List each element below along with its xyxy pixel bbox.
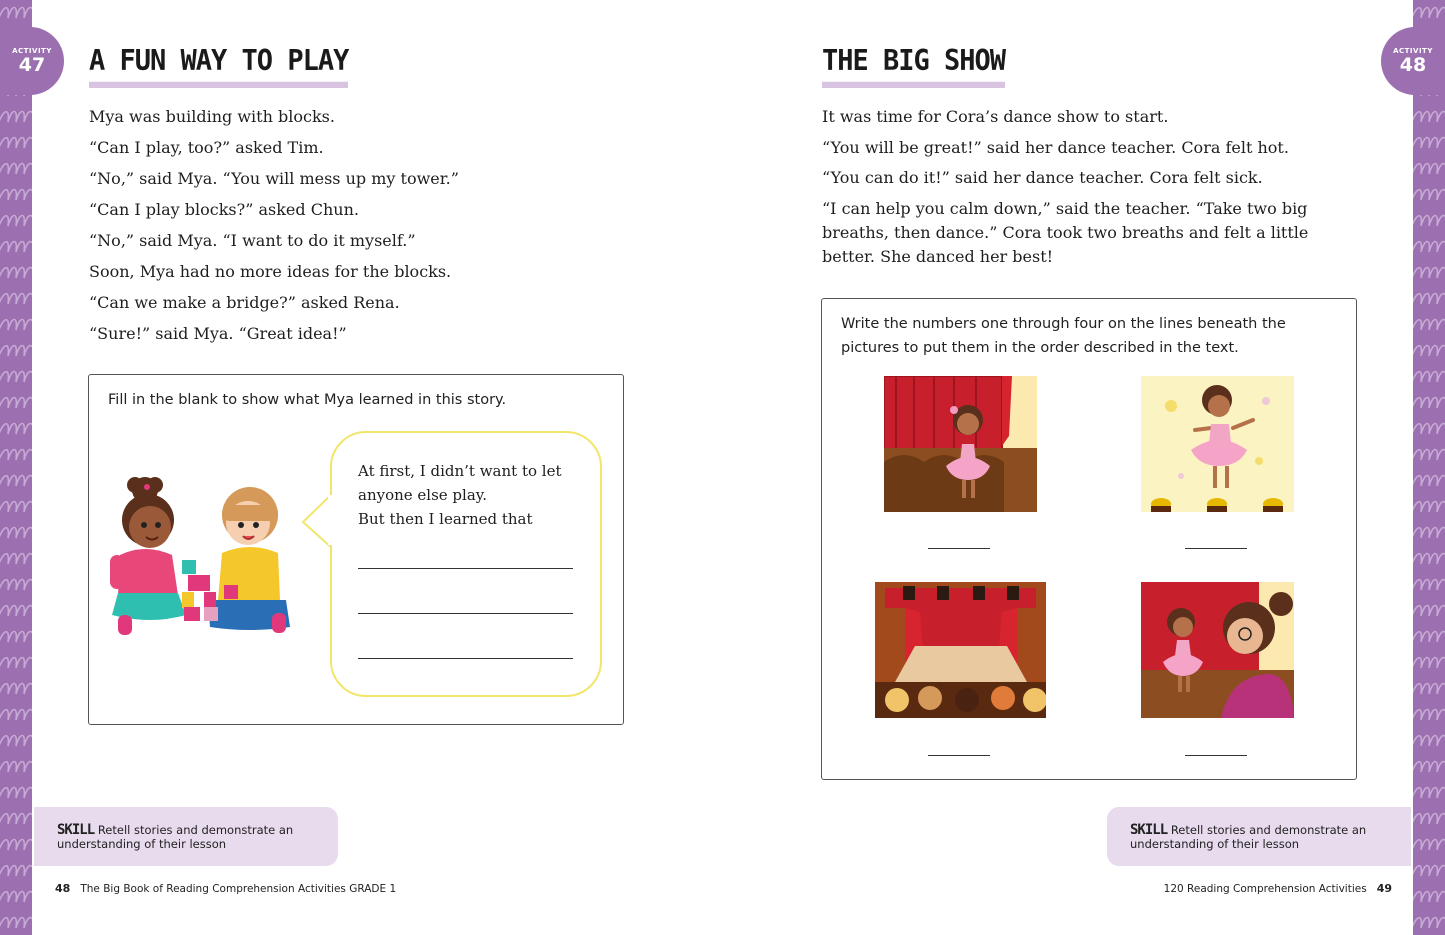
story-line: “No,” said Mya. “You will mess up my tower.” — [89, 169, 459, 188]
bubble-line: But then I learned that — [358, 510, 533, 528]
story-line: “You will be great!” said her dance teacher. Cora felt hot. — [822, 137, 1289, 157]
picture-stage-audience — [875, 582, 1046, 718]
skill-text-line2: understanding of their lesson — [57, 837, 227, 851]
story-line: “You can do it!” said her dance teacher. Cora felt sick. — [822, 168, 1263, 187]
loop-pattern — [0, 0, 32, 935]
skill-text-line1: Retell stories and demonstrate an — [1170, 823, 1367, 837]
skill-label: SKILL — [57, 822, 95, 838]
skill-text-line2: understanding of their lesson — [1130, 837, 1300, 851]
activity-badge-left — [0, 27, 64, 95]
speech-bubble-text — [358, 459, 568, 531]
right-page-title: THE BIG SHOW — [822, 44, 1005, 88]
picture-cora-behind-curtain — [884, 376, 1037, 512]
bubble-line: At first, I didn’t want to let — [358, 462, 562, 480]
bubble-line: anyone else play. — [358, 486, 488, 504]
page-number: 49 — [1376, 882, 1392, 895]
kids-playing-blocks-illustration — [100, 465, 300, 645]
right-exercise-instruction: Write the numbers one through four on the lines beneath the pictures to put them in the order described in the text. — [841, 316, 1286, 356]
story-line: “Can I play, too?” asked Tim. — [89, 138, 324, 157]
order-answer-line-3[interactable] — [928, 755, 990, 756]
activity-number: 48 — [1399, 54, 1427, 76]
story-line: “I can help you calm down,” said the teacher. “Take two big breaths, then dance.” Cora took two breaths and felt a little better. She danced her best! — [822, 198, 1309, 266]
left-footer — [55, 882, 396, 895]
left-exercise-instruction: Fill in the blank to show what Mya learned in this story. — [108, 392, 507, 408]
answer-line-2[interactable] — [358, 613, 573, 614]
story-line: It was time for Cora’s dance show to start. — [822, 107, 1169, 126]
bubble-tail-mask — [328, 495, 334, 545]
book-title: 120 Reading Comprehension Activities — [1163, 883, 1367, 895]
page-number: 48 — [55, 882, 71, 895]
loop-pattern — [1413, 0, 1445, 935]
left-page-edge-strip — [0, 0, 32, 935]
right-page-edge-strip — [1413, 0, 1445, 935]
answer-line-1[interactable] — [358, 568, 573, 569]
book-title: The Big Book of Reading Comprehension Activities GRADE 1 — [80, 883, 397, 895]
order-answer-line-4[interactable] — [1185, 755, 1247, 756]
story-line: “Can I play blocks?” asked Chun. — [89, 200, 359, 219]
skill-label: SKILL — [1130, 822, 1168, 838]
story-line: “Can we make a bridge?” asked Rena. — [89, 293, 400, 312]
picture-cora-dancing — [1141, 376, 1294, 512]
story-line: “Sure!” said Mya. “Great idea!” — [89, 324, 347, 343]
order-answer-line-1[interactable] — [928, 548, 990, 549]
activity-label: ACTIVITY — [12, 47, 52, 55]
right-footer — [1164, 882, 1392, 895]
skill-band-left — [34, 807, 338, 866]
story-line: Mya was building with blocks. — [89, 107, 335, 126]
left-story-text — [89, 107, 609, 355]
skill-band-right — [1107, 807, 1411, 866]
left-page-title: A FUN WAY TO PLAY — [89, 44, 348, 88]
activity-badge-right — [1381, 27, 1445, 95]
answer-line-3[interactable] — [358, 658, 573, 659]
skill-text-line1: Retell stories and demonstrate an — [97, 823, 294, 837]
activity-label: ACTIVITY — [1393, 47, 1433, 55]
picture-cora-with-teacher — [1141, 582, 1294, 718]
right-story-text — [822, 105, 1357, 275]
story-line: “No,” said Mya. “I want to do it myself.” — [89, 231, 416, 250]
activity-number: 47 — [18, 54, 46, 76]
order-answer-line-2[interactable] — [1185, 548, 1247, 549]
story-line: Soon, Mya had no more ideas for the blocks. — [89, 262, 452, 281]
